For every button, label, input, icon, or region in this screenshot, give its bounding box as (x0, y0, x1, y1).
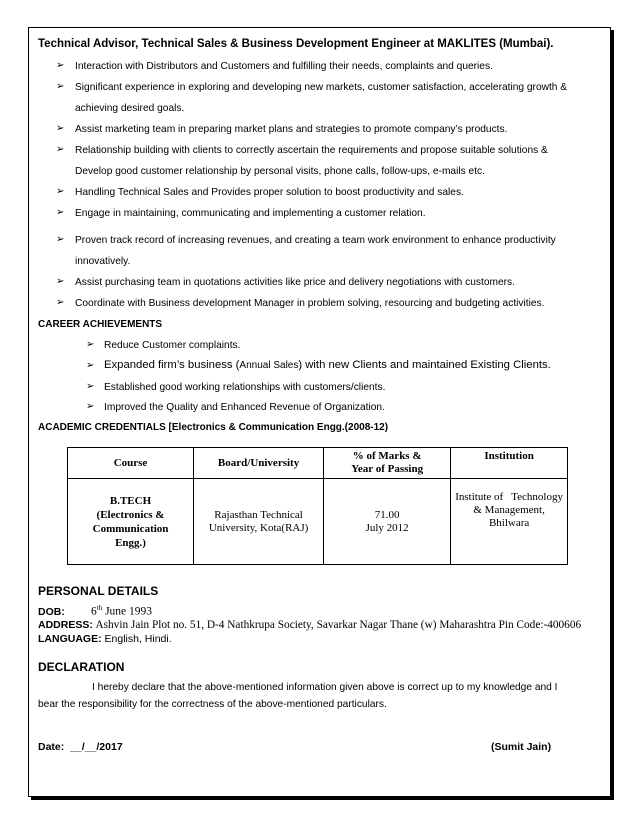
table-header-row (68, 448, 568, 479)
dob-label: DOB: (38, 605, 65, 618)
signature-name: (Sumit Jain) (491, 741, 552, 753)
arrow-bullet-icon: ➢ (56, 60, 65, 71)
achievement-text: ) with new Clients and maintained Existing Clients. (298, 359, 551, 371)
institution-line: Bhilwara (488, 517, 530, 529)
list-item: Relationship building with clients to correctly ascertain the requirements and propose suitable solutions & (75, 145, 548, 156)
marks-header-line: % of Marks & (352, 450, 422, 462)
dob-line (38, 604, 152, 618)
achievement-annual-sales: Annual Sales (239, 360, 299, 371)
course-line: B.TECH (109, 494, 152, 507)
declaration-heading: DECLARATION (38, 660, 125, 674)
list-item-continuation: Develop good customer relationship by personal visits, phone calls, follow-ups, e-mails etc. (75, 166, 485, 177)
language-label: LANGUAGE: (38, 633, 102, 645)
marks-value: 71.00 (374, 508, 400, 521)
board-cell (194, 479, 324, 565)
arrow-bullet-icon: ➢ (56, 297, 65, 308)
achievement-text: Expanded firm’s business ( (104, 359, 240, 371)
academic-table (67, 447, 568, 565)
list-item: Engage in maintaining, communicating and implementing a customer relation. (75, 208, 426, 219)
marks-cell (324, 479, 451, 565)
course-cell (68, 479, 194, 565)
board-line: Rajasthan Technical (214, 508, 303, 521)
course-line: Engg.) (115, 536, 146, 549)
job-title: Technical Advisor, Technical Sales & Business Development Engineer at MAKLITES (Mumbai). (38, 38, 554, 50)
institution-cell (451, 479, 568, 565)
table-row (68, 479, 568, 565)
arrow-bullet-icon: ➢ (56, 123, 65, 134)
course-line: (Electronics & (96, 508, 165, 521)
address-line (38, 619, 581, 631)
col-marks-header (324, 448, 451, 479)
col-institution-header: Institution (451, 448, 568, 479)
arrow-bullet-icon: ➢ (56, 81, 65, 92)
marks-header-line: Year of Passing (351, 463, 424, 475)
arrow-bullet-icon: ➢ (86, 401, 95, 412)
institution-line: & Management, (473, 504, 545, 516)
achievement-item: Established good working relationships with customers/clients. (104, 382, 386, 393)
arrow-bullet-icon: ➢ (56, 144, 65, 155)
dob-value: June 1993 (102, 605, 153, 618)
arrow-bullet-icon: ➢ (56, 234, 65, 245)
list-item: Interaction with Distributors and Customers and fulfilling their needs, complaints and queries. (75, 61, 493, 72)
career-heading: CAREER ACHIEVEMENTS (38, 319, 163, 330)
list-item: Significant experience in exploring and developing new markets, customer satisfaction, accelerating growth & (75, 82, 568, 93)
board-line: University, Kota(RAJ) (208, 521, 309, 534)
achievement-item (104, 359, 551, 371)
col-course-header: Course (68, 448, 194, 479)
list-item: Coordinate with Business development Manager in problem solving, resourcing and budgeting activities. (75, 298, 545, 309)
dob-day: 6 (91, 605, 97, 618)
arrow-bullet-icon: ➢ (86, 360, 95, 371)
arrow-bullet-icon: ➢ (56, 276, 65, 287)
address-value: Ashvin Jain Plot no. 51, D-4 Nathkrupa Society, Savarkar Nagar Thane (w) Maharashtra Pin Code:-400606 (95, 619, 582, 631)
institution-line: Institute of Technology (455, 491, 563, 503)
date-line (38, 741, 123, 753)
list-item: Proven track record of increasing revenues, and creating a team work environment to enhance productivity (75, 235, 556, 246)
language-line (38, 633, 172, 645)
declaration-text: bear the responsibility for the correctness of the above-mentioned particulars. (38, 699, 387, 710)
course-line: Communication (92, 522, 169, 535)
declaration-text: I hereby declare that the above-mentioned information given above is correct up to my knowledge and I (92, 682, 558, 693)
arrow-bullet-icon: ➢ (56, 207, 65, 218)
academic-heading: ACADEMIC CREDENTIALS [Electronics & Communication Engg.(2008-12) (38, 422, 389, 433)
list-item: Handling Technical Sales and Provides proper solution to boost productivity and sales. (75, 187, 464, 198)
date-value: __/__/2017 (70, 741, 123, 753)
address-label: ADDRESS: (38, 619, 93, 631)
date-label: Date: (38, 741, 65, 753)
achievement-item: Reduce Customer complaints. (104, 340, 241, 351)
personal-heading: PERSONAL DETAILS (38, 584, 159, 598)
year-value: July 2012 (365, 521, 409, 534)
dob-suffix: th (96, 604, 103, 612)
list-item: Assist marketing team in preparing market plans and strategies to promote company’s products. (75, 124, 508, 135)
list-item-continuation: achieving desired goals. (75, 103, 185, 114)
arrow-bullet-icon: ➢ (56, 186, 65, 197)
col-board-header: Board/University (194, 448, 324, 479)
language-value: English, Hindi. (104, 633, 172, 645)
arrow-bullet-icon: ➢ (86, 339, 95, 350)
achievement-item: Improved the Quality and Enhanced Revenue of Organization. (104, 402, 385, 413)
list-item-continuation: innovatively. (75, 256, 131, 267)
list-item: Assist purchasing team in quotations activities like price and delivery negotiations with customers. (75, 277, 515, 288)
arrow-bullet-icon: ➢ (86, 381, 95, 392)
